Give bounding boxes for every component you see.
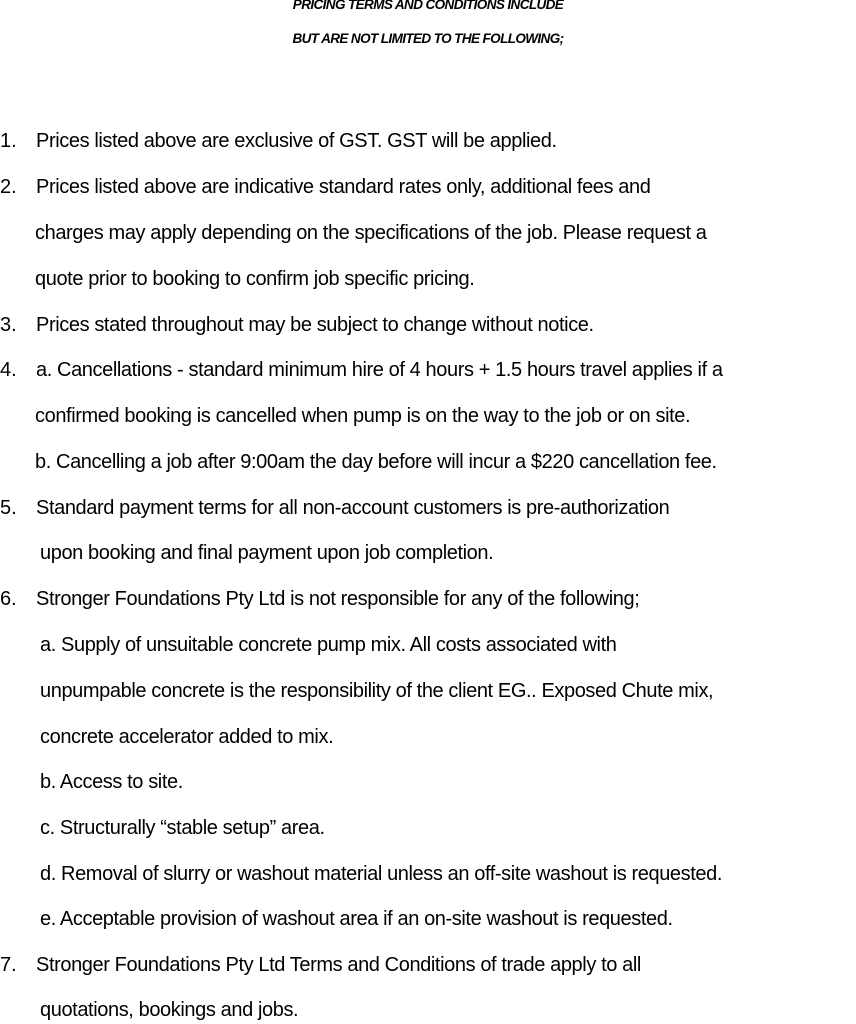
item-number: 2.	[0, 176, 17, 198]
item-text: b. Cancelling a job after 9:00am the day before will incur a $220 cancellation fee.	[35, 451, 717, 473]
item-text: concrete accelerator added to mix.	[40, 726, 334, 748]
item-number: 4.	[0, 359, 17, 381]
item-text: Standard payment terms for all non-account customers is pre-authorization	[36, 497, 670, 519]
item-number: 3.	[0, 314, 17, 336]
item-text: charges may apply depending on the specifications of the job. Please request a	[35, 222, 707, 244]
item-text: Prices listed above are exclusive of GST. GST will be applied.	[36, 130, 557, 152]
item-number: 6.	[0, 588, 17, 610]
item-text: a. Supply of unsuitable concrete pump mix. All costs associated with	[40, 634, 617, 656]
title-line-1: PRICING TERMS AND CONDITIONS INCLUDE	[292, 0, 564, 12]
item-text: unpumpable concrete is the responsibility of the client EG.. Exposed Chute mix,	[40, 680, 714, 702]
item-text: quotations, bookings and jobs.	[40, 999, 299, 1021]
item-text: Prices stated throughout may be subject to change without notice.	[36, 314, 594, 336]
item-number: 5.	[0, 497, 17, 519]
item-text: a. Cancellations - standard minimum hire of 4 hours + 1.5 hours travel applies if a	[36, 359, 723, 381]
item-text: e. Acceptable provision of washout area if an on-site washout is requested.	[40, 908, 673, 930]
title-line-2: BUT ARE NOT LIMITED TO THE FOLLOWING;	[292, 31, 564, 46]
item-text: Prices listed above are indicative standard rates only, additional fees and	[36, 176, 651, 198]
item-text: upon booking and final payment upon job completion.	[40, 542, 494, 564]
item-text: Stronger Foundations Pty Ltd is not responsible for any of the following;	[36, 588, 640, 610]
item-number: 1.	[0, 130, 17, 152]
item-text: confirmed booking is cancelled when pump is on the way to the job or on site.	[35, 405, 691, 427]
item-number: 7.	[0, 954, 17, 976]
item-text: b. Access to site.	[40, 771, 183, 793]
item-text: Stronger Foundations Pty Ltd Terms and Conditions of trade apply to all	[36, 954, 641, 976]
item-text: d. Removal of slurry or washout material unless an off-site washout is requested.	[40, 863, 723, 885]
item-text: quote prior to booking to confirm job specific pricing.	[35, 268, 475, 290]
item-text: c. Structurally “stable setup” area.	[40, 817, 325, 839]
